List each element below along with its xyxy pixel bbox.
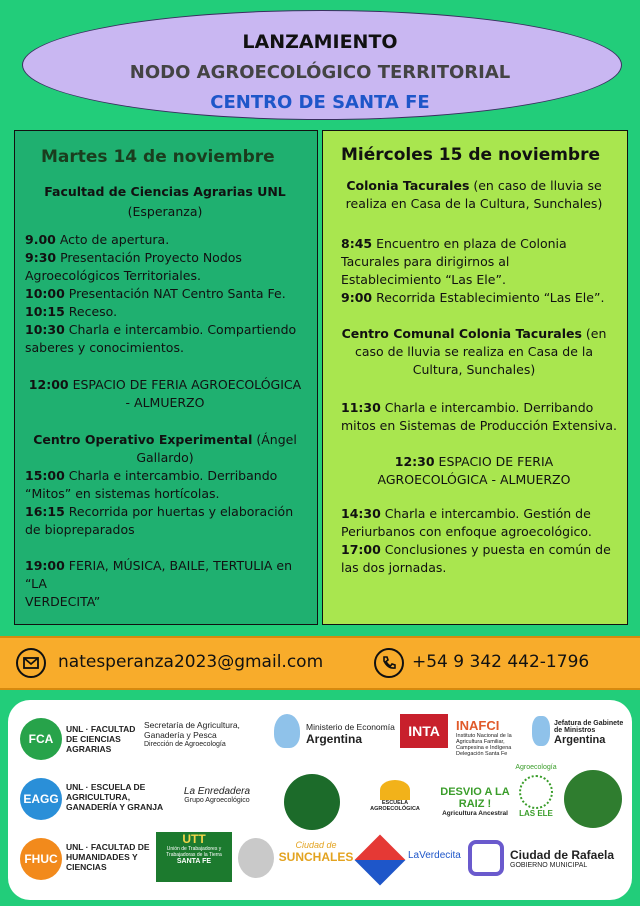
day-two-title: Miércoles 15 de noviembre [341, 145, 601, 165]
eagg-logo: EAGG [20, 778, 62, 820]
day-two-midday-list [341, 399, 625, 435]
header-region: CENTRO DE SANTA FE [210, 92, 430, 113]
las-ele-logo: Agroecología LAS ELE [515, 764, 557, 818]
list-item: 9.00 Acto de apertura. [25, 232, 170, 247]
argentina-seal-icon [274, 714, 300, 748]
list-item: 17:00 Conclusiones y puesta en común de [341, 542, 611, 557]
list-item: “Mitos” en sistemas hortícolas. [25, 486, 220, 501]
rafaela-logo: Ciudad de Rafaela GOBIERNO MUNICIPAL [510, 848, 615, 869]
inafci-logo: INAFCI Instituto Nacional de la Agricultura Familiar, Campesina e Indígena Delegación Santa Fe [456, 718, 512, 757]
fhuc-text: UNL · FACULTAD DE HUMANIDADES Y CIENCIAS [66, 842, 150, 872]
argentina-seal-icon [532, 716, 550, 746]
list-item: 10:30 Charla e intercambio. Compartiendo [25, 322, 297, 337]
municipal-seal-icon [238, 838, 274, 878]
desvio-logo: DESVIO A LA RAIZ ! Agricultura Ancestral [440, 786, 510, 817]
mail-icon [16, 648, 46, 678]
list-item: de biopreparados [25, 522, 135, 537]
list-item: 11:30 Charla e intercambio. Derribando [341, 400, 594, 415]
list-item: Tacurales para dirigirnos al [341, 254, 510, 269]
day-one-venue-two: Centro Operativo Experimental (Ángel Gallardo) [33, 432, 297, 465]
day-two-afternoon-list [341, 505, 625, 577]
day-one-morning-list [25, 231, 315, 357]
list-item: 15:00 Charla e intercambio. Derribando [25, 468, 278, 483]
header-subtitle: NODO AGROECOLÓGICO TERRITORIAL [129, 62, 511, 83]
diamond-logo-icon [355, 835, 406, 886]
day-one-column [14, 130, 318, 625]
list-item: 16:15 Recorrida por huertas y elaboración [25, 504, 294, 519]
sponsor-logos [8, 700, 632, 900]
fundacion-logo [284, 774, 340, 830]
list-item: saberes y conocimientos. [25, 340, 184, 355]
ministerio-logo: Ministerio de Economía Argentina [306, 722, 395, 746]
list-item: Establecimiento “Las Ele”. [341, 272, 506, 287]
phone-icon [374, 648, 404, 678]
email-link[interactable]: natesperanza2023@gmail.com [58, 652, 324, 672]
inta-logo: INTA [400, 714, 448, 748]
sunchales-logo: Ciudad de SUNCHALES [278, 840, 354, 864]
contact-bar [0, 636, 640, 690]
day-one-venue: Facultad de Ciencias Agrarias UNL [44, 184, 286, 199]
list-item: Agroecológicos Territoriales. [25, 268, 201, 283]
day-one-closing: 19:00 FERIA, MÚSICA, BAILE, TERTULIA en “LA VERDECITA” [25, 558, 293, 609]
list-item: 14:30 Charla e intercambio. Gestión de [341, 506, 591, 521]
secretaria-logo: Secretaría de Agricultura, Ganadería y Pesca Dirección de Agroecología [144, 720, 240, 748]
tierra-seal-logo [564, 770, 622, 828]
fca-logo: FCA [20, 718, 62, 760]
day-one-title: Martes 14 de noviembre [41, 147, 275, 167]
list-item: 9:00 Recorrida Establecimiento “Las Ele”. [341, 290, 605, 305]
escuela-agroecologica-logo: ESCUELA AGROECOLÓGICA [362, 780, 428, 812]
list-item: mitos en Sistemas de Producción Extensiva. [341, 418, 617, 433]
rafaela-logo-icon [468, 840, 504, 876]
utt-logo: UTT Unión de Trabajadores y Trabajadoras de la Tierra SANTA FE [156, 832, 232, 882]
list-item: 10:15 Receso. [25, 304, 118, 319]
list-item: Periurbanos con enfoque agroecológico. [341, 524, 592, 539]
laverdecita-logo: LaVerdecita [408, 850, 461, 861]
phone-link[interactable]: +54 9 342 442-1796 [412, 652, 590, 672]
day-two-column [322, 130, 628, 625]
enredadera-logo: La Enredadera Grupo Agroecológico [183, 786, 251, 804]
day-two-venue-two: Centro Comunal Colonia Tacurales (en caso de lluvia se realiza en Casa de la Cultura, Sunchales) [341, 326, 607, 377]
day-one-venue-city: (Esperanza) [127, 204, 203, 219]
day-two-feria: 12:30 ESPACIO DE FERIA AGROECOLÓGICA - ALMUERZO [377, 454, 571, 487]
list-item: 8:45 Encuentro en plaza de Colonia [341, 236, 567, 251]
header-title: LANZAMIENTO [242, 31, 398, 53]
day-one-feria: 12:00 ESPACIO DE FERIA AGROECOLÓGICA - ALMUERZO [28, 377, 302, 410]
jefatura-logo: Jefatura de Gabinete de Ministros Argentina [554, 720, 624, 746]
fhuc-logo: FHUC [20, 838, 62, 880]
list-item: 10:00 Presentación NAT Centro Santa Fe. [25, 286, 286, 301]
day-two-venue: Colonia Tacurales (en caso de lluvia se realiza en Casa de la Cultura, Sunchales) [345, 178, 603, 211]
day-two-morning-list [341, 235, 625, 307]
eagg-text: UNL · ESCUELA DE AGRICULTURA, GANADERÍA Y GRANJA [66, 782, 164, 812]
list-item: las dos jornadas. [341, 560, 447, 575]
fca-text: UNL · FACULTAD DE CIENCIAS AGRARIAS [66, 724, 136, 754]
list-item: 9:30 Presentación Proyecto Nodos [25, 250, 242, 265]
day-one-afternoon-list [25, 467, 315, 539]
